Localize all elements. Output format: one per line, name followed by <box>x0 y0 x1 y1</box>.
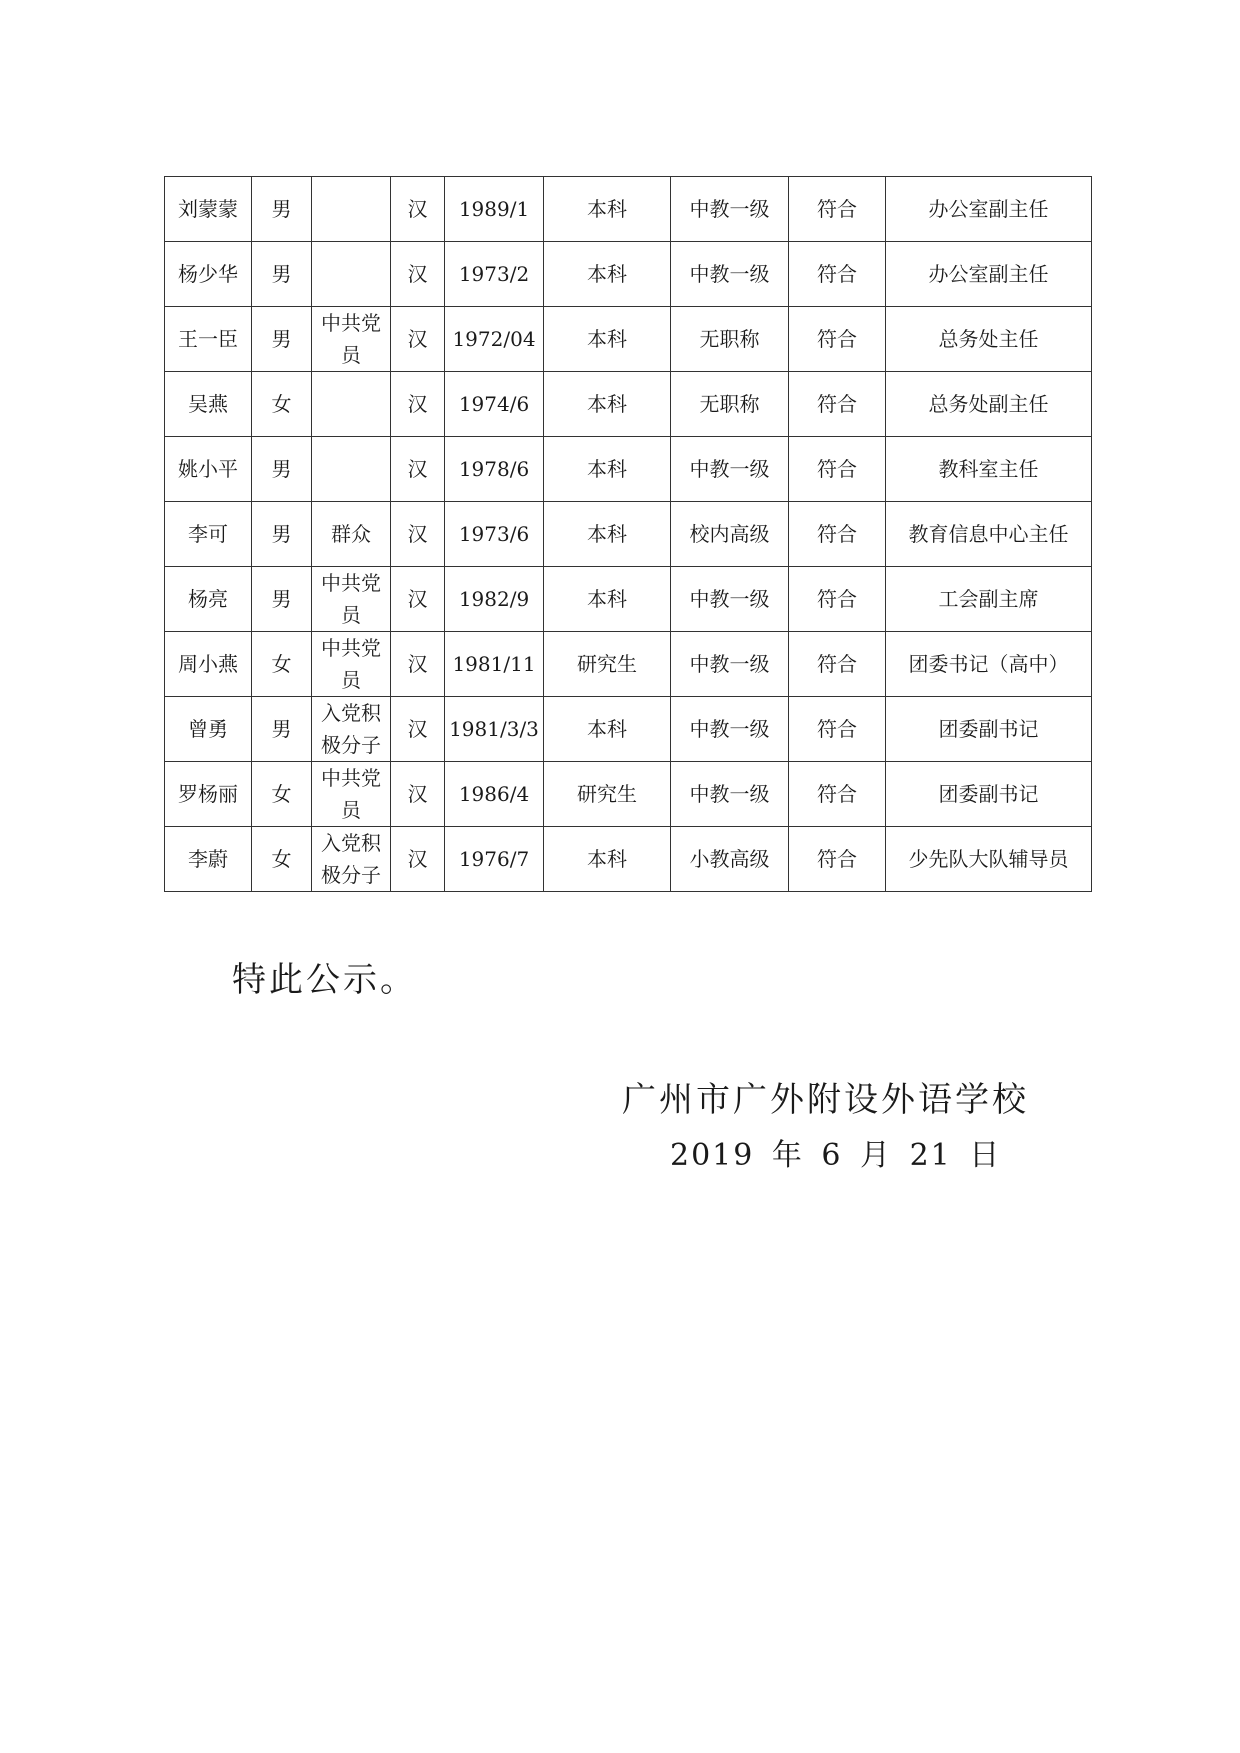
cell-ethnicity: 汉 <box>391 827 445 892</box>
cell-gender: 男 <box>252 567 312 632</box>
cell-position: 总务处主任 <box>886 307 1092 372</box>
cell-gender: 男 <box>252 502 312 567</box>
cell-education: 本科 <box>544 567 671 632</box>
cell-check: 符合 <box>789 437 886 502</box>
cell-check: 符合 <box>789 632 886 697</box>
cell-ethnicity: 汉 <box>391 632 445 697</box>
cell-check: 符合 <box>789 372 886 437</box>
cell-name: 李蔚 <box>165 827 252 892</box>
cell-gender: 男 <box>252 177 312 242</box>
cell-education: 研究生 <box>544 762 671 827</box>
cell-party <box>312 437 391 502</box>
cell-name: 李可 <box>165 502 252 567</box>
cell-gender: 女 <box>252 762 312 827</box>
cell-birth: 1981/3/3 <box>445 697 544 762</box>
cell-birth: 1986/4 <box>445 762 544 827</box>
cell-birth: 1973/6 <box>445 502 544 567</box>
cell-position: 教育信息中心主任 <box>886 502 1092 567</box>
table-row <box>165 177 1092 242</box>
cell-ethnicity: 汉 <box>391 307 445 372</box>
cell-name: 王一臣 <box>165 307 252 372</box>
cell-name: 刘蒙蒙 <box>165 177 252 242</box>
cell-position: 总务处副主任 <box>886 372 1092 437</box>
cell-ethnicity: 汉 <box>391 437 445 502</box>
cell-name: 周小燕 <box>165 632 252 697</box>
cell-title: 无职称 <box>671 372 789 437</box>
cell-education: 本科 <box>544 372 671 437</box>
cell-ethnicity: 汉 <box>391 697 445 762</box>
cell-title: 中教一级 <box>671 567 789 632</box>
cell-education: 本科 <box>544 502 671 567</box>
cell-name: 杨少华 <box>165 242 252 307</box>
cell-title: 中教一级 <box>671 242 789 307</box>
cell-name: 吴燕 <box>165 372 252 437</box>
cell-check: 符合 <box>789 307 886 372</box>
cell-birth: 1976/7 <box>445 827 544 892</box>
cell-party <box>312 372 391 437</box>
cell-gender: 男 <box>252 307 312 372</box>
cell-position: 办公室副主任 <box>886 242 1092 307</box>
cell-title: 中教一级 <box>671 632 789 697</box>
table-row <box>165 697 1092 762</box>
table-row <box>165 307 1092 372</box>
cell-check: 符合 <box>789 502 886 567</box>
cell-title: 中教一级 <box>671 762 789 827</box>
cell-name: 姚小平 <box>165 437 252 502</box>
cell-party: 入党积极分子 <box>312 697 391 762</box>
cell-gender: 女 <box>252 372 312 437</box>
table-row <box>165 502 1092 567</box>
cell-position: 团委副书记 <box>886 697 1092 762</box>
cell-gender: 男 <box>252 242 312 307</box>
table-row <box>165 632 1092 697</box>
cell-title: 无职称 <box>671 307 789 372</box>
cell-gender: 女 <box>252 632 312 697</box>
cell-party: 中共党员 <box>312 567 391 632</box>
cell-check: 符合 <box>789 762 886 827</box>
table-body <box>165 177 1092 892</box>
cell-party <box>312 177 391 242</box>
cell-birth: 1972/04 <box>445 307 544 372</box>
cell-ethnicity: 汉 <box>391 502 445 567</box>
table-row <box>165 762 1092 827</box>
cell-education: 本科 <box>544 242 671 307</box>
cell-education: 本科 <box>544 437 671 502</box>
cell-education: 本科 <box>544 307 671 372</box>
cell-position: 工会副主席 <box>886 567 1092 632</box>
cell-gender: 女 <box>252 827 312 892</box>
cell-gender: 男 <box>252 437 312 502</box>
table-row <box>165 437 1092 502</box>
cell-gender: 男 <box>252 697 312 762</box>
cell-check: 符合 <box>789 177 886 242</box>
table-row <box>165 567 1092 632</box>
school-name: 广州市广外附设外语学校 <box>622 1080 1029 1120</box>
cell-position: 少先队大队辅导员 <box>886 827 1092 892</box>
cell-education: 本科 <box>544 177 671 242</box>
cell-education: 本科 <box>544 827 671 892</box>
cell-party: 中共党员 <box>312 307 391 372</box>
cell-check: 符合 <box>789 697 886 762</box>
cell-ethnicity: 汉 <box>391 177 445 242</box>
cell-birth: 1981/11 <box>445 632 544 697</box>
cell-title: 中教一级 <box>671 177 789 242</box>
cell-title: 小教高级 <box>671 827 789 892</box>
cell-party: 入党积极分子 <box>312 827 391 892</box>
table-row <box>165 242 1092 307</box>
cell-birth: 1982/9 <box>445 567 544 632</box>
issue-date: 2019 年 6 月 21 日 <box>670 1138 1002 1173</box>
cell-position: 团委书记（高中） <box>886 632 1092 697</box>
cell-birth: 1978/6 <box>445 437 544 502</box>
cell-ethnicity: 汉 <box>391 242 445 307</box>
cell-check: 符合 <box>789 242 886 307</box>
cell-position: 办公室副主任 <box>886 177 1092 242</box>
cell-education: 本科 <box>544 697 671 762</box>
cell-check: 符合 <box>789 827 886 892</box>
cell-ethnicity: 汉 <box>391 762 445 827</box>
staff-table <box>164 176 1092 892</box>
cell-check: 符合 <box>789 567 886 632</box>
cell-title: 校内高级 <box>671 502 789 567</box>
cell-party: 中共党员 <box>312 632 391 697</box>
cell-party <box>312 242 391 307</box>
cell-birth: 1973/2 <box>445 242 544 307</box>
cell-title: 中教一级 <box>671 697 789 762</box>
cell-ethnicity: 汉 <box>391 372 445 437</box>
cell-ethnicity: 汉 <box>391 567 445 632</box>
cell-birth: 1989/1 <box>445 177 544 242</box>
cell-party: 群众 <box>312 502 391 567</box>
table-row <box>165 827 1092 892</box>
cell-birth: 1974/6 <box>445 372 544 437</box>
cell-name: 杨亮 <box>165 567 252 632</box>
cell-position: 团委副书记 <box>886 762 1092 827</box>
cell-name: 罗杨丽 <box>165 762 252 827</box>
cell-name: 曾勇 <box>165 697 252 762</box>
notice-text: 特此公示。 <box>232 960 417 1000</box>
table-row <box>165 372 1092 437</box>
cell-position: 教科室主任 <box>886 437 1092 502</box>
cell-party: 中共党员 <box>312 762 391 827</box>
cell-education: 研究生 <box>544 632 671 697</box>
cell-title: 中教一级 <box>671 437 789 502</box>
